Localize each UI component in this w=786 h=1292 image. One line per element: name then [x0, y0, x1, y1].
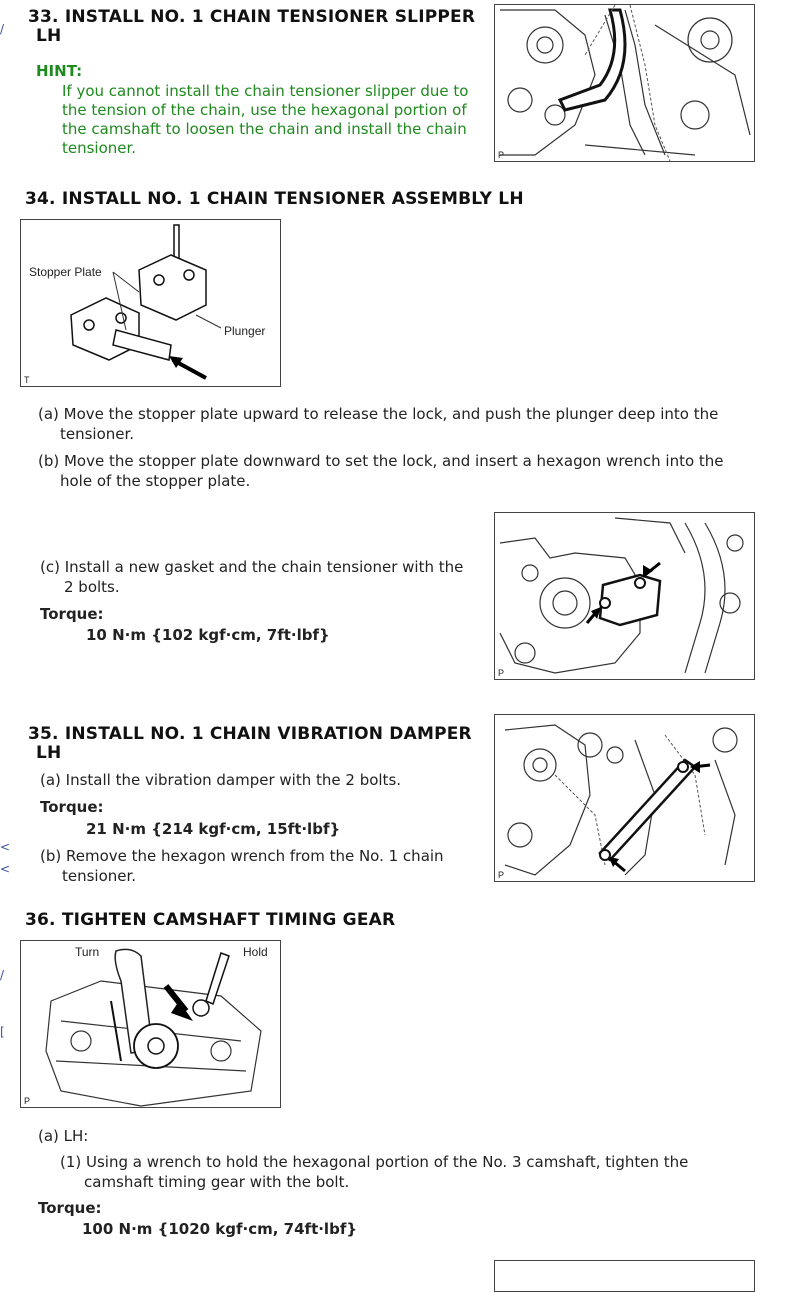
torque-label: Torque:: [40, 798, 104, 816]
figure-code: P: [498, 870, 505, 880]
figure-tensioner-assembly: [20, 219, 281, 387]
torque-value: 21 N·m {214 kgf·cm, 15ft·lbf}: [86, 820, 341, 838]
tensioner-install-drawing: [495, 513, 754, 679]
edge-mark: [: [0, 1025, 5, 1039]
figure-code: P: [498, 668, 505, 678]
step35-a: (a) Install the vibration damper with the 2 bolts.: [40, 771, 402, 789]
step33-title-line1: 33. INSTALL NO. 1 CHAIN TENSIONER SLIPPER: [28, 7, 476, 27]
step34-b-line1: (b) Move the stopper plate downward to set the lock, and insert a hexagon wrench into the: [38, 452, 724, 470]
step34-b-line2: hole of the stopper plate.: [60, 472, 251, 490]
figure-chain-slipper: [494, 4, 755, 162]
edge-mark: <: [0, 840, 11, 854]
hold-label: Hold: [243, 945, 268, 959]
step34-a-line2: tensioner.: [60, 425, 135, 443]
step34-a-line1: (a) Move the stopper plate upward to release the lock, and push the plunger deep into the: [38, 405, 719, 423]
tensioner-drawing: [21, 220, 280, 386]
step33-title-line2: LH: [36, 26, 62, 46]
step35-b-line1: (b) Remove the hexagon wrench from the No. 1 chain: [40, 847, 444, 865]
engine-slipper-drawing: [495, 5, 754, 161]
step35-title-line2: LH: [36, 743, 62, 763]
camshaft-gear-drawing: [21, 941, 280, 1107]
hint-line: the tension of the chain, use the hexagonal portion of: [62, 101, 467, 119]
plunger-label: Plunger: [224, 324, 266, 338]
edge-mark: /: [0, 968, 5, 982]
figure-code: P: [498, 150, 505, 160]
step34-c-line1: (c) Install a new gasket and the chain tensioner with the: [40, 558, 464, 576]
hint-line: If you cannot install the chain tensioner slipper due to: [62, 82, 469, 100]
figure-tensioner-installed: [494, 512, 755, 680]
step34-c-line2: 2 bolts.: [64, 578, 120, 596]
step34-title: 34. INSTALL NO. 1 CHAIN TENSIONER ASSEMBLY LH: [25, 189, 524, 209]
hint-label: HINT:: [36, 62, 83, 80]
step35-b-line2: tensioner.: [62, 867, 137, 885]
figure-code: T: [24, 375, 30, 385]
figure-vibration-damper: [494, 714, 755, 882]
hint-line: the camshaft to loosen the chain and install the chain: [62, 120, 467, 138]
torque-value: 10 N·m {102 kgf·cm, 7ft·lbf}: [86, 626, 330, 644]
figure-code: P: [24, 1096, 31, 1106]
step36-sub1-line2: camshaft timing gear with the bolt.: [84, 1173, 350, 1191]
step36-title: 36. TIGHTEN CAMSHAFT TIMING GEAR: [25, 910, 396, 930]
step36-sub1-line1: (1) Using a wrench to hold the hexagonal portion of the No. 3 camshaft, tighten the: [60, 1153, 689, 1171]
turn-label: Turn: [75, 945, 100, 959]
stopper-plate-label: Stopper Plate: [29, 265, 102, 279]
edge-mark: <: [0, 862, 11, 876]
damper-drawing: [495, 715, 754, 881]
figure-next-partial: [494, 1260, 755, 1292]
torque-label: Torque:: [40, 605, 104, 623]
torque-label: Torque:: [38, 1199, 102, 1217]
hint-line: tensioner.: [62, 139, 137, 157]
step36-a: (a) LH:: [38, 1127, 89, 1145]
edge-mark: /: [0, 22, 5, 36]
torque-value: 100 N·m {1020 kgf·cm, 74ft·lbf}: [82, 1220, 358, 1238]
figure-camshaft-gear: [20, 940, 281, 1108]
step35-title-line1: 35. INSTALL NO. 1 CHAIN VIBRATION DAMPER: [28, 724, 472, 744]
